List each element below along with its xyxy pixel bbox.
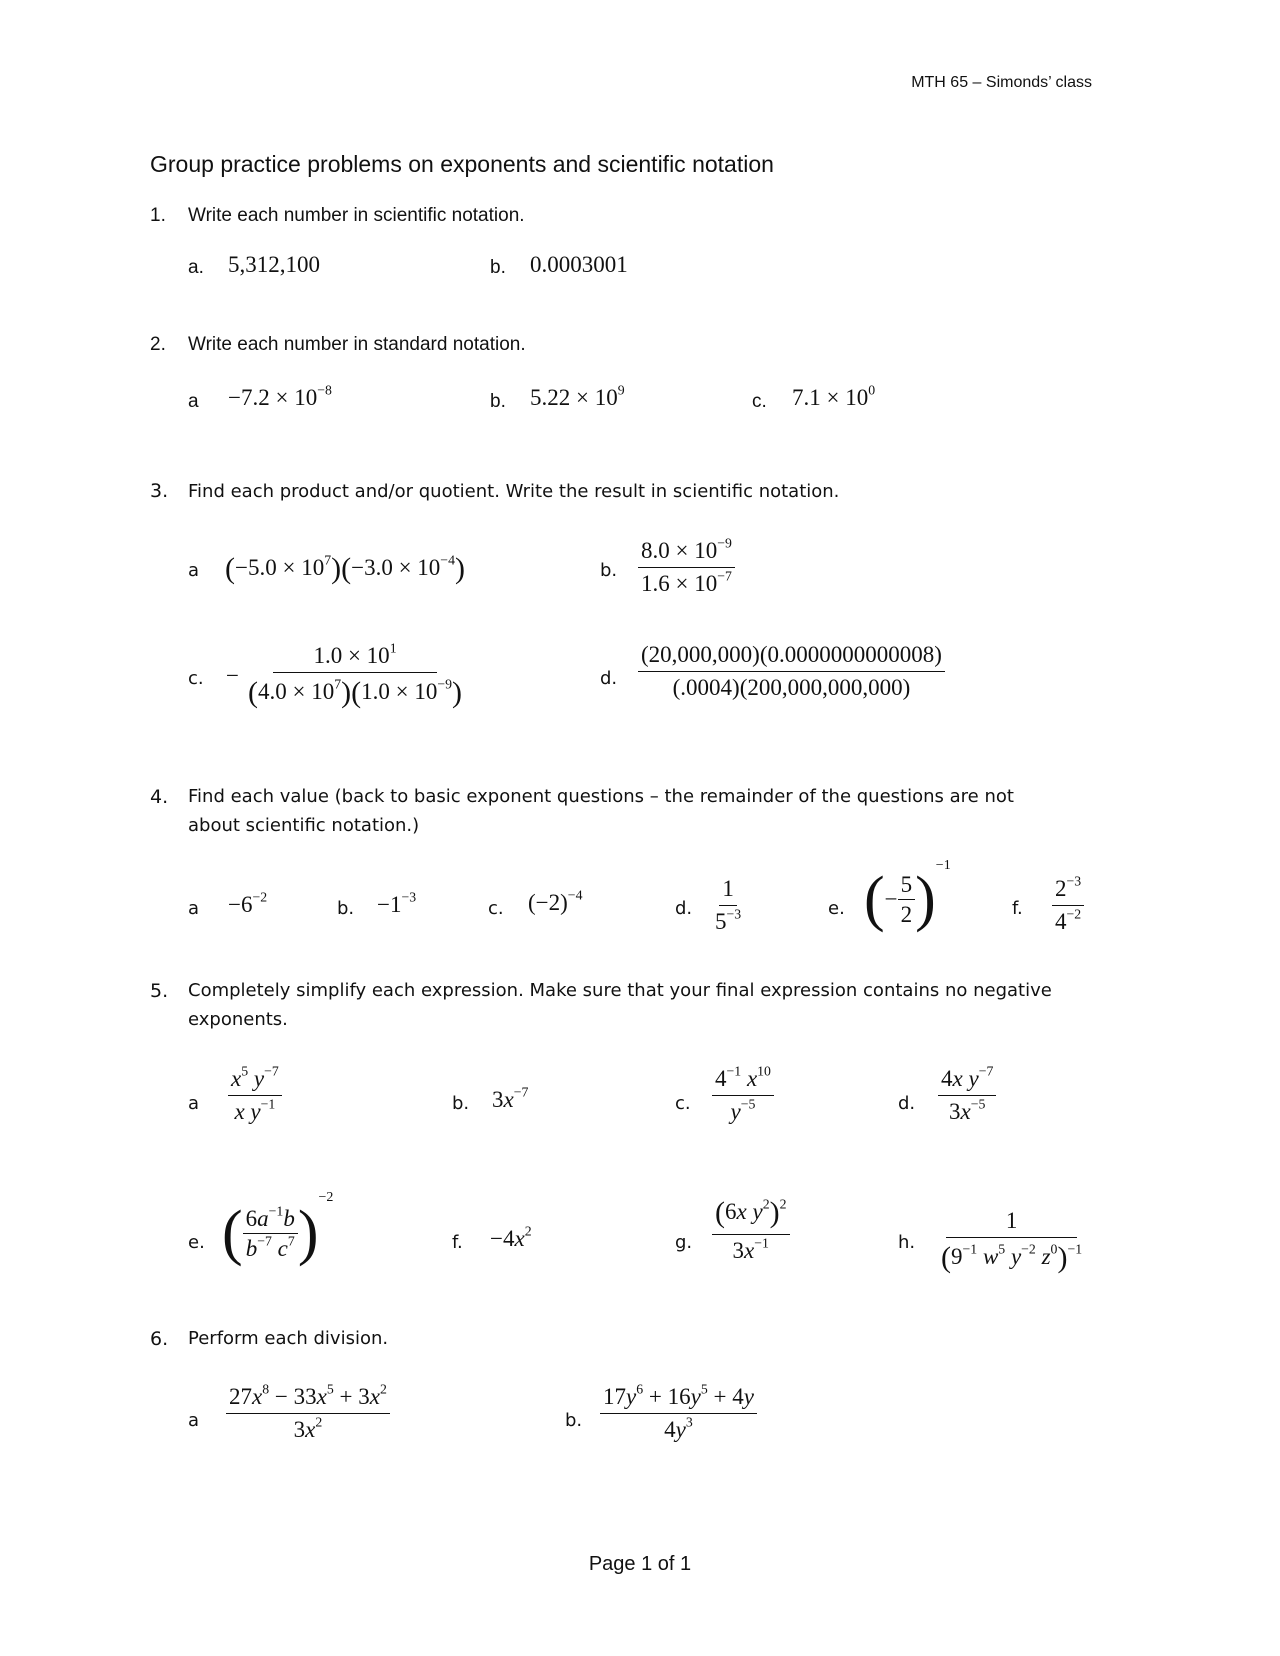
q4b-label: b. <box>337 898 355 919</box>
q2a-base: −7.2 × 10 <box>228 385 318 410</box>
q2-number: 2. <box>150 334 166 355</box>
q2a-label: a <box>188 391 199 412</box>
q5e-expression: ( $\frac{6a^{-1}b}{b^{-7} c^7}$ )$^{-2}$ <box>222 1190 334 1267</box>
q3a-label: a <box>188 560 200 581</box>
q5h-fraction: $\frac{1}{(9^{-1} w^5 y^{-2} z^0)^{-1}}$ <box>941 1208 1083 1275</box>
q2b-label: b. <box>490 391 506 412</box>
q5e-label: e. <box>188 1232 205 1253</box>
q1a-value: 5,312,100 <box>228 252 320 277</box>
course-header: MTH 65 – Simonds’ class <box>911 74 1092 91</box>
q4c-expression: $(-2)^{-4}$ <box>528 887 583 915</box>
q4a-label: a <box>188 898 200 919</box>
q5a-label: a <box>188 1093 200 1114</box>
q4b-expression: $-1^{-3}$ <box>377 889 417 917</box>
q3a-expression: $(-5.0 \times 10^7)(-3.0 \times 10^{-4})$ <box>225 552 465 585</box>
q2b-base: 5.22 × 10 <box>530 385 618 410</box>
q5d-label: d. <box>898 1093 916 1114</box>
q5c-label: c. <box>675 1093 691 1114</box>
q1-text: Write each number in scientific notation. <box>188 205 525 226</box>
q5b-label: b. <box>452 1093 470 1114</box>
q2c-exponent: 0 <box>868 382 876 398</box>
q1a-label: a. <box>188 257 204 278</box>
q2a-exponent: −8 <box>317 382 332 398</box>
q5-text-line2: exponents. <box>188 1009 288 1030</box>
q5h-label: h. <box>898 1232 916 1253</box>
q2a-expression <box>228 382 332 411</box>
q2-text: Write each number in standard notation. <box>188 334 526 355</box>
q4d-label: d. <box>675 898 693 919</box>
q5g-label: g. <box>675 1232 693 1253</box>
q4-number: 4. <box>150 786 169 808</box>
q5f-expression: $-4x^2$ <box>490 1223 532 1251</box>
q2b-expression <box>530 382 625 411</box>
q5a-fraction: $\frac{x^5 y^{-7}}{x y^{-1}}$ <box>228 1066 282 1126</box>
q2c-label: c. <box>752 391 767 412</box>
q3c-fraction: $\frac{1.0 \times 10^1}{(4.0 \times 10^7)(1.0 \times 10^{-9})}$ <box>248 640 463 710</box>
q5d-fraction: $\frac{4x y^{-7}}{3x^{-5}}$ <box>938 1066 996 1126</box>
q4e-expression: (− $\frac{5}{2}$ )$^{-1}$ <box>864 858 951 933</box>
q5f-label: f. <box>452 1232 463 1253</box>
q4d-fraction: $\frac{1}{5^{-3}}$ <box>715 876 742 935</box>
q3c-label: c. <box>188 668 204 689</box>
q6b-label: b. <box>565 1410 583 1431</box>
q4e-label: e. <box>828 898 845 919</box>
page-title: Group practice problems on exponents and scientific notation <box>150 151 774 177</box>
q2c-base: 7.1 × 10 <box>792 385 869 410</box>
q4a-expression: $-6^{-2}$ <box>228 889 268 917</box>
q3d-fraction: $\frac{(20,000,000)(0.0000000000008)}{(.0004)(200,000,000,000)}$ <box>638 642 945 702</box>
q3b-fraction: $\frac{8.0 \times 10^{-9}}{1.6 \times 10^{-7}}$ <box>638 538 735 598</box>
q4f-fraction: $\frac{2^{-3}}{4^{-2}}$ <box>1052 876 1084 936</box>
q5c-fraction: $\frac{4^{-1} x^{10}}{y^{-5}}$ <box>712 1066 774 1126</box>
q2b-exponent: 9 <box>617 382 625 398</box>
q4-text-line1: Find each value (back to basic exponent questions – the remainder of the questions are not <box>188 786 1014 807</box>
q3d-label: d. <box>600 668 618 689</box>
q4c-label: c. <box>488 898 504 919</box>
q3c-sign: − <box>226 663 239 688</box>
q4-text-line2: about scientific notation.) <box>188 815 420 836</box>
q4f-label: f. <box>1012 898 1023 919</box>
q1b-value: 0.0003001 <box>530 252 628 277</box>
q6a-fraction: $\frac{27x^8 - 33x^5 + 3x^2}{3x^2}$ <box>226 1384 390 1444</box>
q3b-label: b. <box>600 560 618 581</box>
q6-text: Perform each division. <box>188 1328 389 1349</box>
q5-text-line1: Completely simplify each expression. Make sure that your final expression contains no negative <box>188 980 1052 1001</box>
q6-number: 6. <box>150 1328 169 1350</box>
q3-text: Find each product and/or quotient. Write the result in scientific notation. <box>188 481 840 502</box>
q6b-fraction: $\frac{17y^6 + 16y^5 + 4y}{4y^3}$ <box>600 1384 757 1444</box>
q3-number: 3. <box>150 480 169 502</box>
q1b-label: b. <box>490 257 506 278</box>
q1-number: 1. <box>150 205 166 226</box>
q5-number: 5. <box>150 980 169 1002</box>
q5b-expression: $3x^{-7}$ <box>492 1084 529 1112</box>
q6a-label: a <box>188 1410 200 1431</box>
page-footer: Page 1 of 1 <box>588 1553 692 1575</box>
q2c-expression <box>792 382 876 411</box>
q5g-fraction: $\frac{(6x y^2)^2}{3x^{-1}}$ <box>712 1196 790 1264</box>
